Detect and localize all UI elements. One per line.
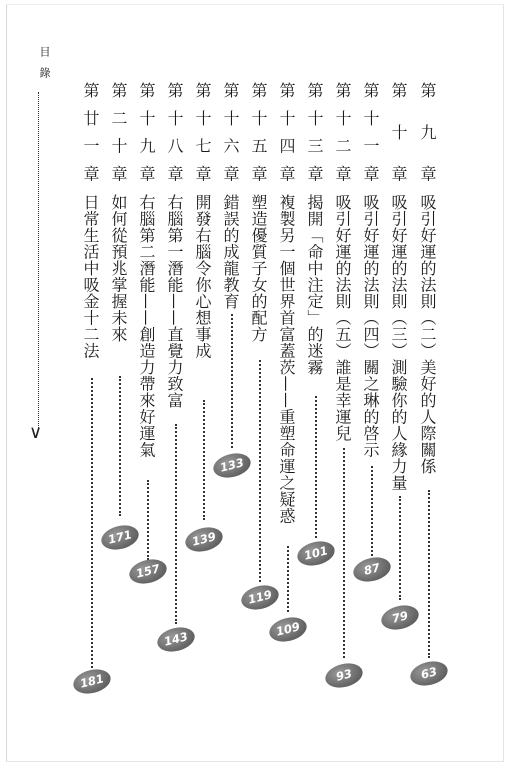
chapter-number: 第十四章 <box>277 82 296 182</box>
toc-header: 目錄 <box>38 46 51 88</box>
dot-leader <box>343 448 345 658</box>
page-number-badge: 139 <box>183 524 225 556</box>
dot-leader <box>259 360 261 582</box>
dot-leader <box>399 496 401 600</box>
chapter-number: 第十一章 <box>361 82 380 182</box>
chapter-title: 日常生活中吸金十二法 <box>81 194 100 359</box>
chapter-number: 第十八章 <box>165 82 184 182</box>
page-number-badge: 63 <box>408 658 450 690</box>
page-number-badge: 119 <box>239 582 281 614</box>
chapter-number: 第九章 <box>418 82 437 182</box>
chapter-number: 第十三章 <box>305 82 324 182</box>
header-leader-line <box>38 92 39 428</box>
page-number-badge: 101 <box>295 538 337 570</box>
page-number-badge: 133 <box>211 450 253 482</box>
dot-leader <box>231 314 233 448</box>
chapter-title: 複製另一個世界首富蓋茨——重塑命運之疑惑 <box>277 194 296 524</box>
chapter-title: 如何從預兆掌握未來 <box>109 194 128 343</box>
chapter-number: 第十五章 <box>249 82 268 182</box>
chapter-number: 第二十章 <box>109 82 128 182</box>
chevron-down-icon: ∨ <box>29 422 43 443</box>
dot-leader <box>371 466 373 556</box>
dot-leader <box>175 424 177 624</box>
chapter-number: 第十章 <box>389 82 408 182</box>
page-number-badge: 143 <box>155 624 197 656</box>
chapter-number: 第十七章 <box>193 82 212 182</box>
dot-leader <box>147 480 149 560</box>
chapter-title: 右腦第一潛能——直覺力致富 <box>165 194 184 409</box>
dot-leader <box>91 378 93 668</box>
page-number-badge: 171 <box>99 522 141 554</box>
chapter-title: 吸引好運的法則（三）測驗你的人緣力量 <box>389 194 408 491</box>
page-number-badge: 157 <box>127 556 169 588</box>
chapter-title: 揭開「命中注定」的迷霧 <box>305 194 324 376</box>
chapter-title: 錯誤的成龍教育 <box>221 194 240 310</box>
chapter-number: 第廿一章 <box>81 82 100 182</box>
page-number-badge: 181 <box>71 666 113 698</box>
chapter-title: 吸引好運的法則（二）美好的人際關係 <box>418 194 437 475</box>
chapter-title: 開發右腦令你心想事成 <box>193 194 212 359</box>
chapter-title: 吸引好運的法則（四）關之琳的啓示 <box>361 194 380 458</box>
chapter-number: 第十九章 <box>137 82 156 182</box>
chapter-title: 右腦第二潛能——創造力帶來好運氣 <box>137 194 156 458</box>
page-number-badge: 87 <box>351 554 393 586</box>
chapter-title: 塑造優質子女的配方 <box>249 194 268 343</box>
dot-leader <box>428 490 430 658</box>
dot-leader <box>203 400 205 520</box>
chapter-title: 吸引好運的法則（五）誰是幸運兒 <box>333 194 352 442</box>
chapter-number: 第十六章 <box>221 82 240 182</box>
dot-leader <box>119 376 121 516</box>
page-number-badge: 109 <box>267 614 309 646</box>
chapter-number: 第十二章 <box>333 82 352 182</box>
dot-leader <box>315 396 317 538</box>
dot-leader <box>287 546 289 612</box>
page-number-badge: 93 <box>323 660 365 692</box>
page-number-badge: 79 <box>379 602 421 634</box>
